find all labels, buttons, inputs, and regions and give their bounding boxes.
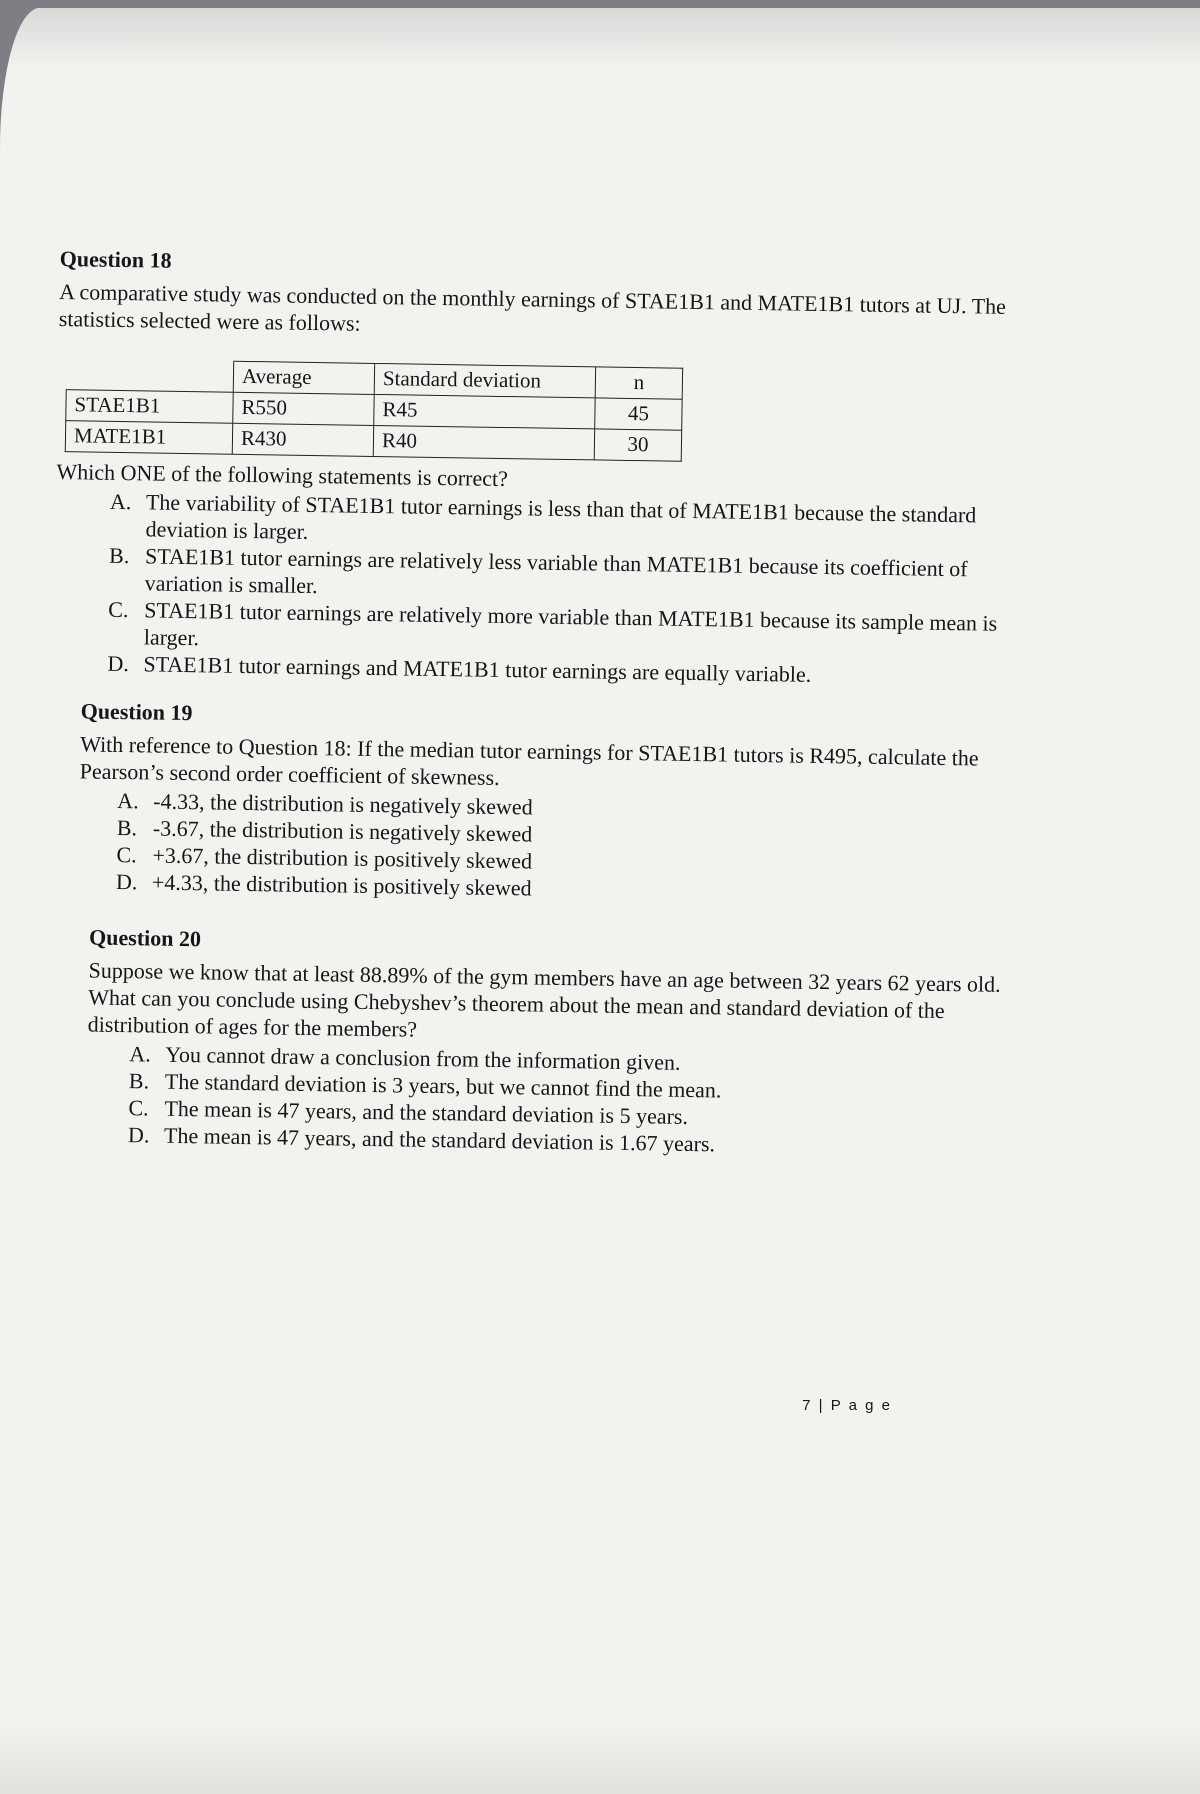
- option-letter: B.: [128, 1068, 150, 1094]
- table-header-cell: n: [595, 367, 682, 399]
- table-header-cell: Average: [233, 361, 374, 394]
- table-cell: MATE1B1: [65, 421, 232, 455]
- question-19: [50, 698, 1013, 909]
- option-letter: A.: [109, 488, 132, 515]
- page-shadow-bottom: [0, 1724, 1200, 1794]
- option-text: The standard deviation is 3 years, but we cannot find the mean.: [164, 1068, 722, 1103]
- option-text: STAE1B1 tutor earnings are relatively more variable than MATE1B1 because its sample mean is larger.: [143, 597, 998, 651]
- question-title: Question 20: [88, 924, 202, 952]
- question-prompt: Which ONE of the following statements is correct?: [56, 458, 509, 492]
- table-header-cell: [66, 359, 233, 393]
- table-cell: R550: [233, 392, 374, 425]
- option-text: The mean is 47 years, and the standard deviation is 1.67 years.: [163, 1122, 716, 1157]
- option-text: STAE1B1 tutor earnings are relatively less variable than MATE1B1 because its coefficient of variation is smaller.: [144, 543, 968, 599]
- document-page: [0, 8, 1200, 1794]
- option-text: -4.33, the distribution is negatively skewed: [153, 788, 533, 820]
- option-text: +3.67, the distribution is positively skewed: [152, 842, 533, 874]
- answer-options: [107, 488, 1016, 691]
- option-letter: C.: [128, 1095, 149, 1121]
- option-text: STAE1B1 tutor earnings and MATE1B1 tutor earnings are equally variable.: [143, 651, 812, 687]
- statistics-table: [65, 358, 683, 462]
- option-letter: A.: [129, 1041, 151, 1067]
- option-text: -3.67, the distribution is negatively skewed: [152, 815, 533, 847]
- table-cell: R430: [232, 423, 373, 456]
- question-18: [53, 246, 1020, 691]
- option-letter: B.: [108, 542, 130, 569]
- question-title: Question 19: [80, 698, 193, 726]
- option-letter: B.: [116, 814, 138, 841]
- question-text: Suppose we know that at least 88.89% of the gym members have an age between 32 years 62 years old. What can you conclude using Chebyshev’s theorem about the mean and standard deviation of the distribution of ages for the members?: [87, 957, 1001, 1042]
- option-letter: A.: [117, 787, 139, 814]
- answer-options: [128, 1040, 1008, 1162]
- question-title: Question 18: [59, 246, 172, 273]
- option-text: +4.33, the distribution is positively skewed: [151, 869, 532, 901]
- option-letter: C.: [116, 841, 137, 868]
- option-text: You cannot draw a conclusion from the information given.: [165, 1041, 681, 1075]
- table-cell: R45: [374, 394, 595, 428]
- page-shadow-top: [0, 8, 1200, 68]
- table-header-cell: Standard deviation: [374, 363, 595, 397]
- table-cell: R40: [373, 425, 594, 459]
- question-text: With reference to Question 18: If the median tutor earnings for STAE1B1 tutors is R495, calculate the Pearson’s second order coefficient of skewness.: [79, 731, 979, 790]
- option-letter: D.: [127, 1122, 150, 1148]
- answer-options: [116, 787, 1012, 909]
- option-letter: D.: [107, 650, 130, 677]
- table-cell: STAE1B1: [66, 390, 233, 424]
- question-20: [46, 924, 1009, 1162]
- page-content: [46, 246, 1020, 1162]
- option-letter: C.: [108, 596, 129, 623]
- table-cell: 45: [595, 398, 682, 430]
- question-text: A comparative study was conducted on the monthly earnings of STAE1B1 and MATE1B1 tutors at UJ. The statistics selected were as follows:: [58, 278, 1007, 336]
- table-cell: 30: [594, 429, 681, 461]
- option-text: The mean is 47 years, and the standard deviation is 5 years.: [164, 1095, 689, 1129]
- option-letter: D.: [115, 868, 138, 895]
- page-number: 7 | P a g e: [802, 1397, 892, 1414]
- option-text: The variability of STAE1B1 tutor earnings is less than that of MATE1B1 because the standard deviation is larger.: [145, 489, 977, 544]
